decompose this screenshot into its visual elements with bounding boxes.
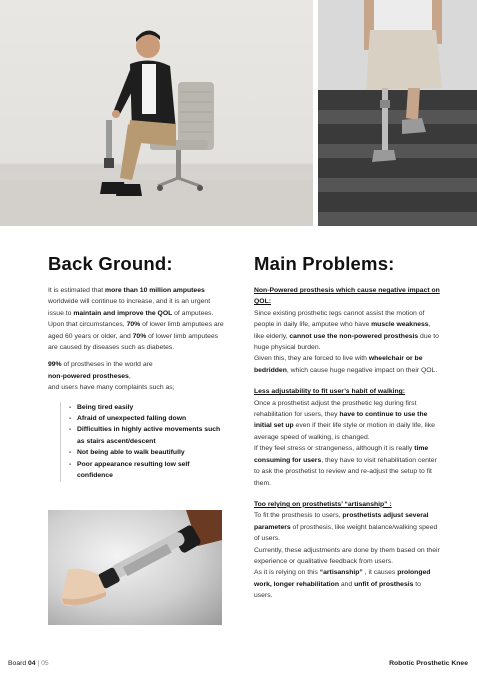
main-problems-title: Main Problems: xyxy=(254,253,395,274)
background-title: Back Ground: xyxy=(48,253,173,274)
problem-body: Once a prosthetist adjust the prosthetic leg during first rehabilitation for users, they have to continue to use the initial set up even if their life style or motion in daily life, like average speed of walking, is changed. If they feel stress or strangeness, although it is really time consuming for users, they have to visit rehabilitation center to ask the prosthetist to review and re-adjust the setup to fit them. xyxy=(254,399,437,487)
problem-body: Since existing prosthetic legs cannot assist the motion of people in daily life, amputee who have muscle weakness, like elderly, cannot use the non-powered prosthesis due to huge physical burden. Given this, they are forced to live with wheelchair or be bedridden, which cause huge negative impact on their QOL. xyxy=(254,309,439,374)
problem-heading: Non-Powered prosthesis which cause negative impact on QOL: xyxy=(254,287,440,306)
board-current: 04 xyxy=(28,660,36,667)
complaint-item: - Difficulties in highly active movements such as stairs ascent/descent xyxy=(69,424,226,447)
complaint-item: - Not being able to walk beautifully xyxy=(69,447,226,458)
background-column xyxy=(48,285,226,482)
seated-amputee-illustration xyxy=(0,0,313,226)
complaint-item: - Poor appearance resulting low self confidence xyxy=(69,459,226,482)
board-number xyxy=(8,660,49,667)
problem-heading: Less adjustability to fit user’s habit of walking: xyxy=(254,388,406,396)
main-problems-column xyxy=(254,285,440,612)
stairs-illustration xyxy=(318,0,477,226)
project-title: Robotic Prosthetic Knee xyxy=(389,660,468,667)
stair-walking-photo xyxy=(318,0,477,226)
problem-heading: Too relying on prosthetists’ “artisanship” : xyxy=(254,500,392,508)
seated-amputee-photo xyxy=(0,0,313,226)
problem-body: To fit the prosthesis to users, prosthetists adjust several parameters of prosthesis, like weight balance/walking speed of users. Currently, these adjustments are done by them based on their experience or qualitative feedback from users. As it is relying on this “artisanship” , it causes prolonged work, longer rehabilitation and unfit of prosthesis to users. xyxy=(254,512,440,600)
prosthetic-knee-photo xyxy=(48,510,222,625)
problem-section-non-powered xyxy=(254,285,440,376)
complaint-item: - Afraid of unexpected falling down xyxy=(69,413,226,424)
board-separator: | xyxy=(37,660,42,667)
board-total: 05 xyxy=(41,660,49,667)
background-paragraph-2: 99% of prostheses in the world are non-powered prostheses, and users have many complaints such as; xyxy=(48,361,175,392)
complaints-list xyxy=(60,402,226,482)
prosthetic-leg-illustration xyxy=(48,510,222,625)
background-paragraph-1: It is estimated that more than 10 million amputees worldwide will continue to increase, and it is an urgent issue to maintain and improve the QOL of amputees. Upon that circumstances, 70% of lower limb amputees are aged 60 years or older, and 70% of lower limb amputees are caused by diseases such as diabetes. xyxy=(48,287,224,352)
problem-section-adjustability xyxy=(254,386,440,489)
complaint-item: - Being tired easily xyxy=(69,402,226,413)
problem-section-artisanship xyxy=(254,499,440,602)
board-label: Board xyxy=(8,660,27,667)
